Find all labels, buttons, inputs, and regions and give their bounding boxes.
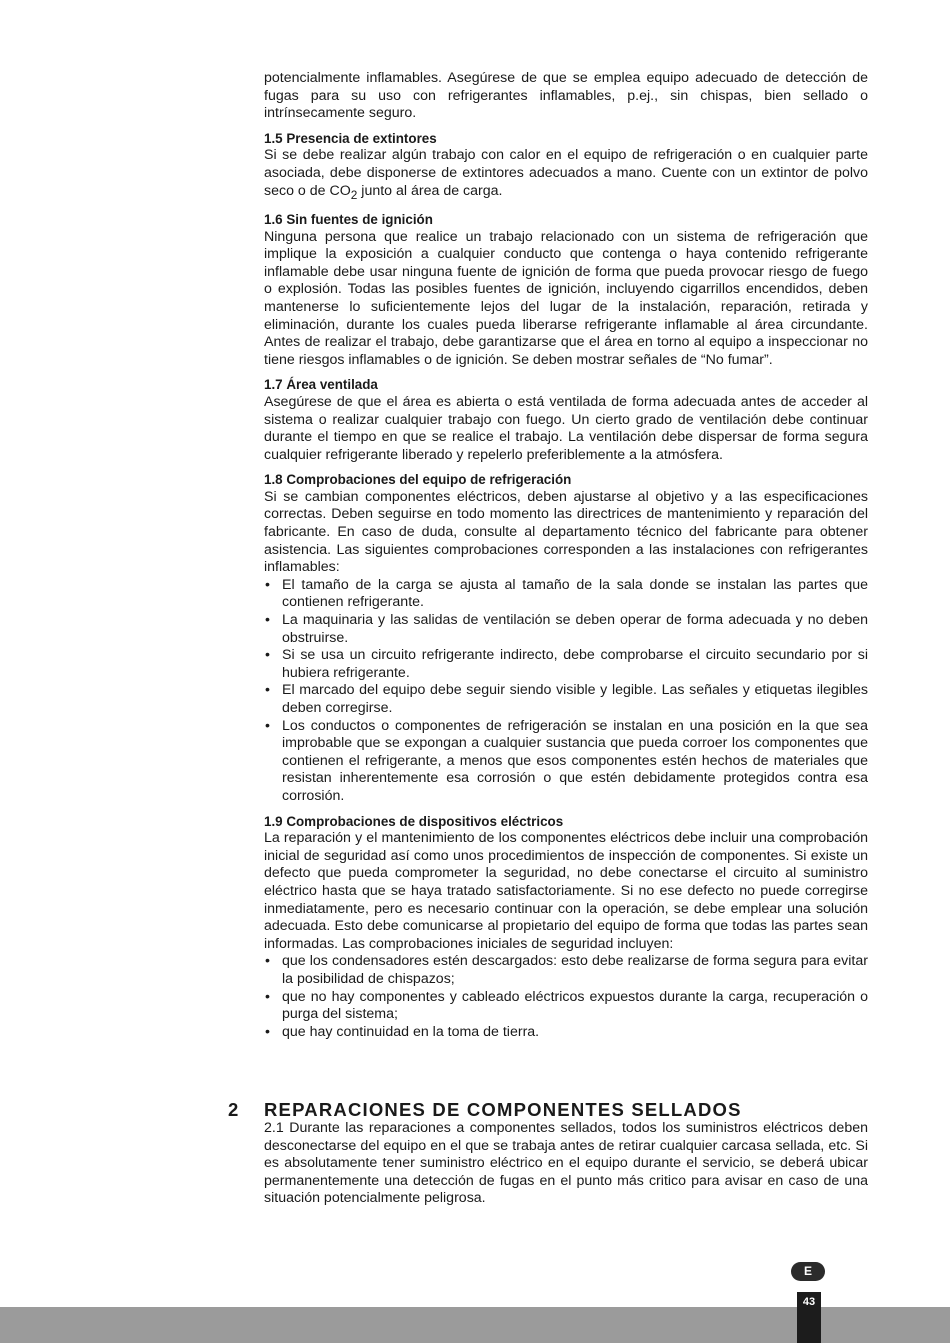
section-1-7-body: Asegúrese de que el área es abierta o está ventilada de forma adecuada antes de acceder al sistema o realizar cualquier trabajo con fuego. Un cierto grado de ventilación debe continuar durante el tiempo en que se realice el trabajo. La ventilación debe dispersar de forma segura cualquier refrigerante liberado y repelerlo preferiblemente a la atmósfera. bbox=[264, 393, 868, 463]
section-1-5-text-b: junto al área de carga. bbox=[357, 182, 503, 199]
list-item: • Los conductos o componentes de refrigeración se instalan en una posición en la que sea improbable que se expongan a cualquier sustancia que pueda corroer los componentes que contienen el refrigerante, a menos que esos componentes estén hechos de materiales que resistan inherentemente esa corrosión o que estén debidamente protegidos contra esa corrosión. bbox=[264, 718, 868, 806]
section-1-5 bbox=[264, 130, 868, 204]
section-2-body: 2.1 Durante las reparaciones a componentes sellados, todos los suministros eléctricos deben desconectarse del equipo en el que se trabaja antes de retirar cualquier carcasa sellada, etc. Si es absolutamente tener suministro eléctrico en el equipo durante el servicio, se deberá ubicar permanentemente una detección de fugas en el punto más critico para avisar en caso de una situación potencialmente peligrosa. bbox=[264, 1120, 868, 1207]
section-2-number: 2 bbox=[228, 1099, 240, 1120]
section-1-9-checklist bbox=[264, 953, 868, 1041]
co2-subscript: 2 bbox=[350, 187, 358, 202]
list-item: • La maquinaria y las salidas de ventilación se deben operar de forma adecuada y no deben obstruirse. bbox=[264, 612, 868, 647]
list-item: • El tamaño de la carga se ajusta al tamaño de la sala donde se instalan las partes que contienen refrigerante. bbox=[264, 577, 868, 612]
section-1-7-title: 1.7 Área ventilada bbox=[264, 377, 378, 393]
section-1-8-body: Si se cambian componentes eléctricos, deben ajustarse al objetivo y a las especificaciones correctas. Deben seguirse en todo momento las directrices de mantenimiento y reparación del fabricante. En caso de duda, consulte al departamento técnico del fabricante para obtener asistencia. Las siguientes comprobaciones corresponden a las instalaciones con refrigerantes inflamables: bbox=[264, 488, 868, 576]
section-1-5-body bbox=[264, 147, 868, 204]
list-item: • Si se usa un circuito refrigerante indirecto, debe comprobarse el circuito secundario por si hubiera refrigerante. bbox=[264, 647, 868, 682]
list-item: • que no hay componentes y cableado eléctricos expuestos durante la carga, recuperación o purga del sistema; bbox=[264, 989, 868, 1024]
list-item: • El marcado del equipo debe seguir siendo visible y legible. Las señales y etiquetas ilegibles deben corregirse. bbox=[264, 682, 868, 717]
section-1-8-checklist bbox=[264, 577, 868, 806]
section-2-title: REPARACIONES DE COMPONENTES SELLADOS bbox=[264, 1099, 742, 1120]
section-1-9 bbox=[264, 813, 868, 1042]
section-1-6 bbox=[264, 211, 868, 369]
section-1-6-title: 1.6 Sin fuentes de ignición bbox=[264, 211, 433, 227]
list-item: • que los condensadores estén descargados: esto debe realizarse de forma segura para evitar la posibilidad de chispazos; bbox=[264, 953, 868, 988]
list-item: • que hay continuidad en la toma de tierra. bbox=[264, 1024, 868, 1042]
section-2-heading bbox=[228, 1099, 868, 1121]
section-1-8-title: 1.8 Comprobaciones del equipo de refrigeración bbox=[264, 472, 572, 488]
section-1-5-text-a: Si se debe realizar algún trabajo con calor en el equipo de refrigeración o en cualquier parte asociada, debe disponerse de extintores adecuados a mano. Cuente con un extintor de polvo seco o de CO bbox=[264, 147, 868, 199]
language-badge: E bbox=[791, 1262, 825, 1281]
section-1-6-body: Ninguna persona que realice un trabajo relacionado con un sistema de refrigeración que implique la exposición a cualquier conducto que contenga o haya contenido refrigerante inflamable debe usar ninguna fuente de ignición de forma que pueda provocar riesgo de fuego o explosión. Todas las posibles fuentes de ignición, incluyendo cigarrillos encendidos, deben mantenerse lo suficientemente lejos del lugar de la instalación, reparación, retirada y eliminación, durante los cuales pueda liberarse refrigerante inflamable al área circundante. Antes de realizar el trabajo, debe garantizarse que el área en torno al equipo a inspeccionar no tiene riesgos inflamables o de ignición. Se deben mostrar señales de “No fumar”. bbox=[264, 228, 868, 368]
main-content bbox=[264, 70, 868, 1041]
section-1-7 bbox=[264, 376, 868, 464]
section-1-8 bbox=[264, 471, 868, 805]
intro-paragraph: potencialmente inflamables. Asegúrese de que se emplea equipo adecuado de detección de fugas para su uso con refrigerantes inflamables, p.ej., sin chispas, bien sellado o intrínsecamente seguro. bbox=[264, 70, 868, 122]
section-1-9-body: La reparación y el mantenimiento de los componentes eléctricos debe incluir una comprobación inicial de seguridad así como unos procedimientos de inspección de componentes. Si existe un defecto que pueda comprometer la seguridad, no debe conectarse el circuito al suministro eléctrico hasta que se haya tratado satisfactoriamente. Si no ese defecto no puede corregirse inmediatamente, pero es necesario continuar con la operación, se debe emplear una solución adecuada. Esto debe comunicarse al propietario del equipo de forma que todas las partes sean informadas. Las comprobaciones iniciales de seguridad incluyen: bbox=[264, 830, 868, 952]
section-1-5-title: 1.5 Presencia de extintores bbox=[264, 130, 437, 146]
section-1-9-title: 1.9 Comprobaciones de dispositivos eléctricos bbox=[264, 813, 564, 829]
page-number: 43 bbox=[797, 1292, 821, 1343]
